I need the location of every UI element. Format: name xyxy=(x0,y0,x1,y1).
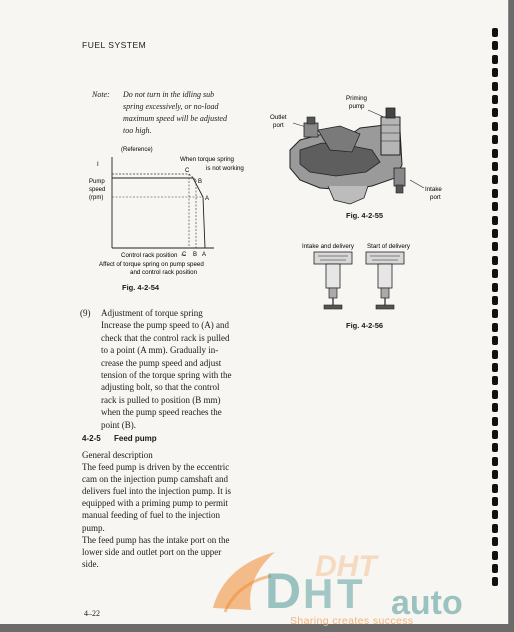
step-line: to a point (A mm). Gradually in- xyxy=(101,345,219,356)
binding-hole xyxy=(492,417,498,426)
binding-hole xyxy=(492,336,498,345)
note-line: Do not turn in the idling sub xyxy=(123,90,215,99)
label-intake: port xyxy=(430,194,441,201)
binding-hole xyxy=(492,162,498,171)
general-line: The feed pump is driven by the eccentric xyxy=(82,462,230,473)
binding-hole xyxy=(492,242,498,251)
step-line: adjusting bolt, so that the control xyxy=(101,382,220,393)
section-number: 4-2-5 xyxy=(82,434,101,443)
binding-hole xyxy=(492,95,498,104)
binding-hole xyxy=(492,403,498,412)
binding-hole xyxy=(492,510,498,519)
binding-hole xyxy=(492,55,498,64)
note-line: maximum speed will be adjusted xyxy=(123,114,227,123)
section-title: Feed pump xyxy=(114,434,157,443)
page-header: FUEL SYSTEM xyxy=(82,40,147,50)
graph-subcaption: Affect of torque spring on pump speed xyxy=(99,261,204,268)
binding-hole xyxy=(492,283,498,292)
binding-hole xyxy=(492,309,498,318)
binding-hole xyxy=(492,229,498,238)
graph-y-label: speed xyxy=(89,187,106,193)
binding-hole xyxy=(492,216,498,225)
general-line: pump. xyxy=(82,522,105,533)
binding-hole xyxy=(492,41,498,50)
binding-hole xyxy=(492,296,498,305)
binding-hole xyxy=(492,189,498,198)
watermark-logo-icon xyxy=(207,538,507,618)
binding-hole xyxy=(492,256,498,265)
step-line: when the pump speed reaches the xyxy=(101,407,222,418)
svg-text:DHT: DHT xyxy=(315,550,377,583)
fig-4-2-55-caption: Fig. 4-2-55 xyxy=(346,211,384,220)
step-line: rack is pulled to position (B mm) xyxy=(101,394,221,405)
label-priming: pump xyxy=(349,103,365,110)
graph-curve-label-a: A xyxy=(205,196,210,202)
graph-curve-label-c: C xyxy=(185,168,190,174)
general-line: The feed pump has the intake port on the xyxy=(82,534,230,545)
binding-hole xyxy=(492,175,498,184)
graph-subcaption: and control rack position xyxy=(130,269,198,276)
graph-x-label: Control rack position xyxy=(121,252,178,259)
note-line: too high. xyxy=(123,126,152,135)
note-text xyxy=(123,89,258,137)
binding-hole xyxy=(492,149,498,158)
svg-text:H: H xyxy=(303,570,334,617)
binding-hole xyxy=(492,363,498,372)
fig-4-2-56-caption: Fig. 4-2-56 xyxy=(346,321,384,330)
svg-text:auto: auto xyxy=(391,584,463,618)
binding-hole xyxy=(492,122,498,131)
graph-y-mark: I xyxy=(97,162,99,168)
graph-y-label: (rpm) xyxy=(89,195,104,201)
svg-text:D: D xyxy=(265,563,302,618)
binding-hole xyxy=(492,82,498,91)
step-line: tension of the torque spring with the xyxy=(101,370,232,381)
graph-y-label: Pump xyxy=(89,179,105,185)
binding-hole xyxy=(492,350,498,359)
binding-holes xyxy=(490,28,502,598)
page-number: 4–22 xyxy=(84,609,100,618)
fig-4-2-54-caption: Fig. 4-2-54 xyxy=(122,283,160,292)
binding-hole xyxy=(492,68,498,77)
general-line: equipped with a priming pump to permit xyxy=(82,498,228,509)
binding-hole xyxy=(492,484,498,493)
graph-reference: (Reference) xyxy=(121,147,153,153)
valve-intake-delivery xyxy=(314,252,352,309)
svg-text:T: T xyxy=(337,570,363,617)
label-outlet: Outlet xyxy=(270,114,287,121)
label-priming: Priming xyxy=(346,95,367,102)
binding-hole xyxy=(492,457,498,466)
binding-hole xyxy=(492,135,498,144)
label-intake: Intake xyxy=(425,186,442,193)
graph-annotation-line: is not working xyxy=(206,165,244,172)
step-number: (9) xyxy=(80,308,91,318)
binding-hole xyxy=(492,470,498,479)
watermark-tagline: Sharing creates success xyxy=(290,615,414,627)
step-line: point (B). xyxy=(101,419,136,430)
step-title: Adjustment of torque spring xyxy=(101,308,203,318)
binding-hole xyxy=(492,108,498,117)
valve-start-delivery xyxy=(366,252,404,309)
graph-curve-spring xyxy=(112,178,205,248)
binding-hole xyxy=(492,390,498,399)
binding-hole xyxy=(492,28,498,37)
binding-hole xyxy=(492,202,498,211)
graph-curve-no-spring xyxy=(112,174,196,180)
general-line: delivers fuel into the injection pump. It is xyxy=(82,486,231,497)
label-outlet: port xyxy=(273,122,284,129)
general-line: cam on the injection pump camshaft and xyxy=(82,474,228,485)
feed-pump-illustration xyxy=(270,95,442,204)
note-label: Note: xyxy=(92,90,110,99)
graph-x-tick: B xyxy=(193,252,198,258)
binding-hole xyxy=(492,376,498,385)
general-line: manual feeding of fuel to the injection xyxy=(82,510,220,521)
watermark xyxy=(207,538,507,628)
fig56-label-left: Intake and delivery xyxy=(302,243,354,250)
binding-hole xyxy=(492,430,498,439)
step-line: Increase the pump speed to (A) and xyxy=(101,320,229,331)
graph-curve-label-b: B xyxy=(198,179,203,185)
graph-x-tick: A xyxy=(202,252,207,258)
note-line: spring excessively, or no-load xyxy=(123,102,219,111)
step-line: crease the pump speed and adjust xyxy=(101,357,222,368)
binding-hole xyxy=(492,497,498,506)
graph-annotation-line: When torque spring xyxy=(180,156,234,163)
fig56-label-right: Start of delivery xyxy=(367,243,410,250)
binding-hole xyxy=(492,269,498,278)
general-heading: General description xyxy=(82,450,153,460)
binding-hole xyxy=(492,524,498,533)
general-line: lower side and outlet port on the upper xyxy=(82,546,222,557)
step-body xyxy=(101,319,261,431)
step-line: check that the control rack is pulled xyxy=(101,332,230,343)
general-line: side. xyxy=(82,558,99,569)
graph-x-tick: C xyxy=(182,252,187,258)
binding-hole xyxy=(492,323,498,332)
binding-hole xyxy=(492,443,498,452)
